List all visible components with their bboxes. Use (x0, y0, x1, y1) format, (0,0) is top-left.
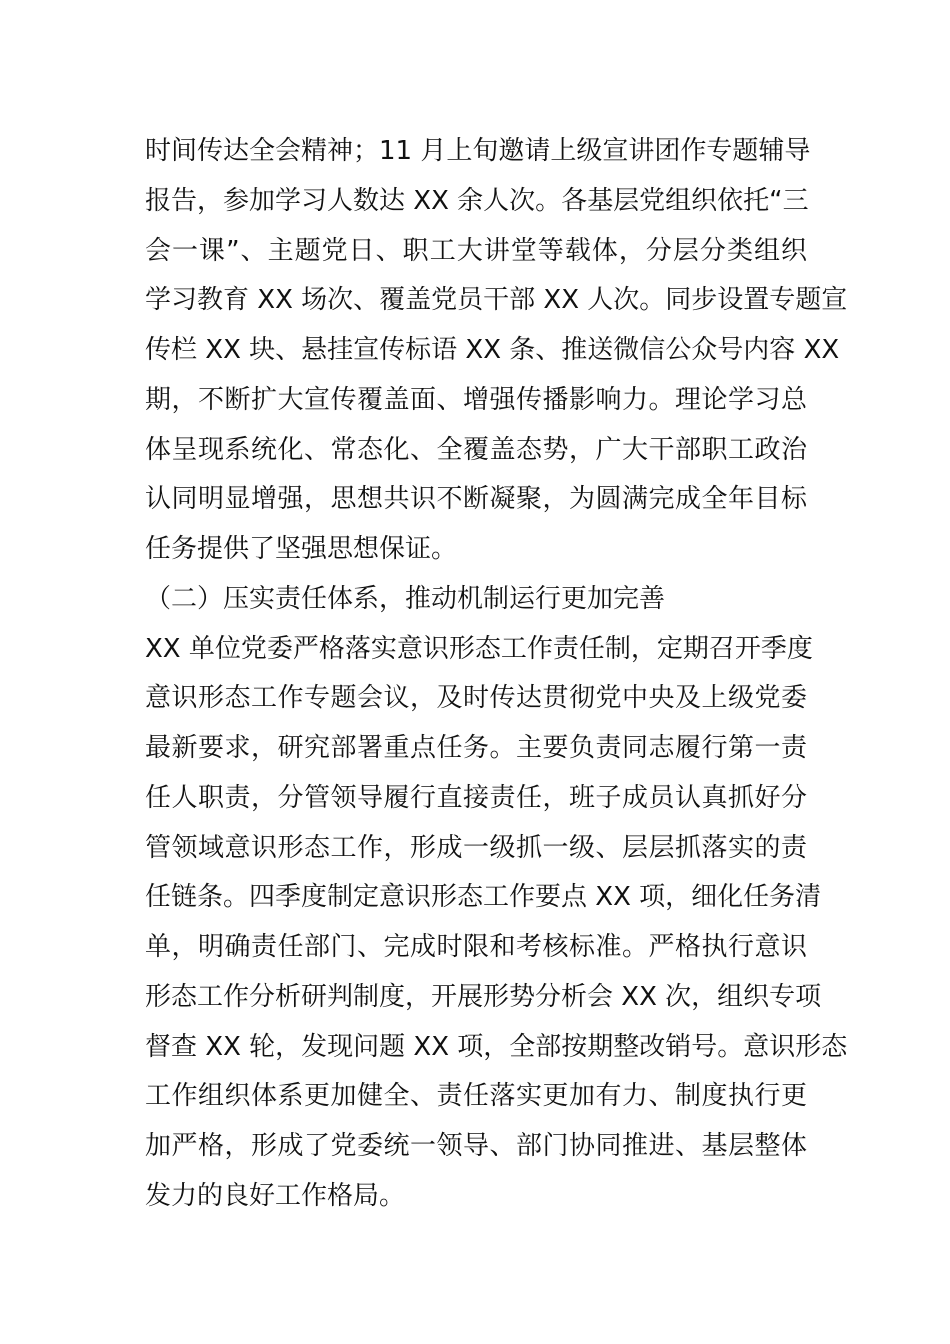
text-line: 体呈现系统化、常态化、全覆盖态势，广大干部职工政治 (145, 434, 807, 465)
text-line: 最新要求，研究部署重点任务。主要负责同志履行第一责 (145, 733, 807, 763)
text-line: 管领域意识形态工作，形成一级抓一级、层层抓落实的责 (145, 832, 807, 863)
text-line: 工作组织体系更加健全、责任落实更加有力、制度执行更 (145, 1081, 807, 1112)
text-line: 形态工作分析研判制度，开展形势分析会 XX 次，组织专项 (145, 981, 822, 1012)
text-line: 发力的良好工作格局。 (145, 1180, 406, 1211)
paragraph-responsibility-system (145, 625, 848, 1222)
text-line: 报告，参加学习人数达 XX 余人次。各基层党组织依托“三 (145, 185, 809, 216)
text-line: 期，不断扩大宣传覆盖面、增强传播影响力。理论学习总 (145, 384, 807, 415)
text-line: 传栏 XX 块、悬挂宣传标语 XX 条、推送微信公众号内容 XX (145, 335, 840, 365)
text-line: 任务提供了坚强思想保证。 (145, 534, 458, 564)
text-line: XX 单位党委严格落实意识形态工作责任制，定期召开季度 (145, 633, 813, 664)
text-line: 会一课”、主题党日、职工大讲堂等载体，分层分类组织 (145, 235, 807, 266)
text-line: 单，明确责任部门、完成时限和考核标准。严格执行意识 (145, 932, 807, 962)
text-line: 认同明显增强，思想共识不断凝聚，为圆满完成全年目标 (145, 484, 807, 515)
text-line: 加严格，形成了党委统一领导、部门协同推进、基层整体 (145, 1131, 807, 1161)
section-heading: （二）压实责任体系，推动机制运行更加完善 (145, 583, 666, 614)
text-line: 任人职责，分管领导履行直接责任，班子成员认真抓好分 (145, 782, 807, 813)
paragraph-theory-study (145, 127, 848, 575)
document-page (145, 127, 848, 1222)
text-line: 意识形态工作专题会议，及时传达贯彻党中央及上级党委 (145, 683, 807, 714)
text-line: 学习教育 XX 场次、覆盖党员干部 XX 人次。同步设置专题宣 (145, 285, 848, 316)
text-line: 时间传达全会精神；11 月上旬邀请上级宣讲团作专题辅导 (145, 136, 811, 166)
text-line: 任链条。四季度制定意识形态工作要点 XX 项，细化任务清 (145, 882, 822, 913)
text-line: 督查 XX 轮，发现问题 XX 项，全部按期整改销号。意识形态 (145, 1031, 848, 1062)
